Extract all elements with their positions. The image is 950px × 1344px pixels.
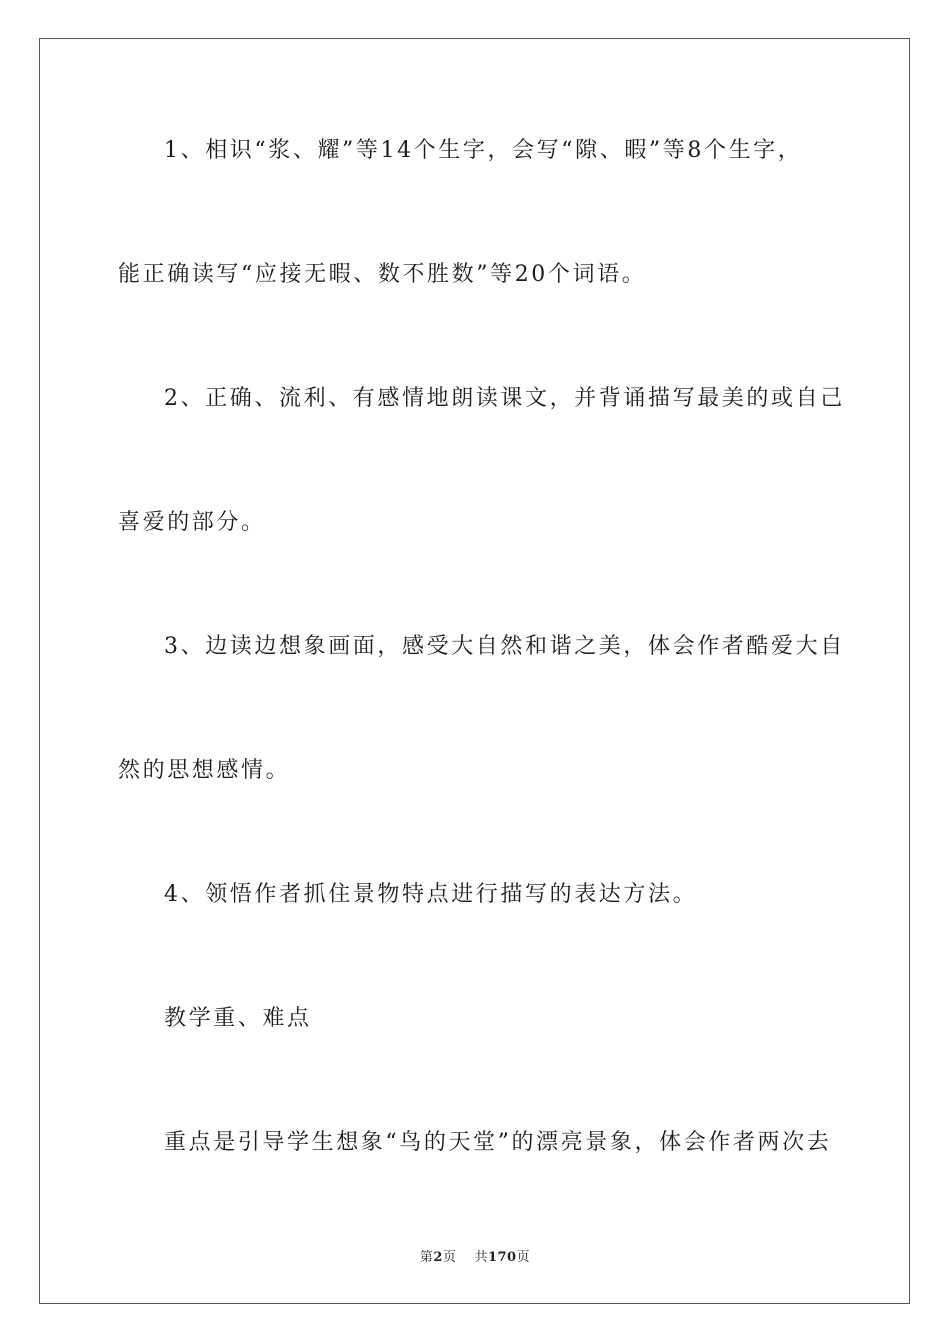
footer-prefix: 第 — [419, 1250, 434, 1265]
footer-page-number: 2 — [433, 1250, 443, 1265]
objective-1-line-2: 能正确读写“应接无暇、数不胜数”等20个词语。 — [118, 262, 647, 287]
page-border — [39, 38, 910, 1304]
key-points-line-1: 重点是引导学生想象“鸟的天堂”的漂亮景象，体会作者两次去 — [164, 1130, 832, 1155]
section-heading-key-points: 教学重、难点 — [164, 1006, 312, 1031]
footer-total-prefix: 共 — [474, 1250, 488, 1265]
objective-3-line-2: 然的思想感情。 — [118, 758, 291, 783]
footer-total-suffix: 页 — [516, 1250, 531, 1265]
footer-total-pages: 170 — [487, 1250, 517, 1265]
objective-2-line-2: 喜爱的部分。 — [118, 510, 266, 535]
objective-1-line-1: 1、相识“浆、耀”等14个生字，会写“隙、暇”等8个生字， — [164, 138, 803, 163]
objective-4-line-1: 4、领悟作者抓住景物特点进行描写的表达方法。 — [164, 882, 698, 907]
page-footer — [0, 1246, 950, 1265]
objective-3-line-1: 3、边读边想象画面，感受大自然和谐之美，体会作者酷爱大自 — [164, 634, 845, 659]
objective-2-line-1: 2、正确、流利、有感情地朗读课文，并背诵描写最美的或自己 — [164, 386, 845, 411]
footer-page-suffix: 页 — [442, 1250, 457, 1265]
